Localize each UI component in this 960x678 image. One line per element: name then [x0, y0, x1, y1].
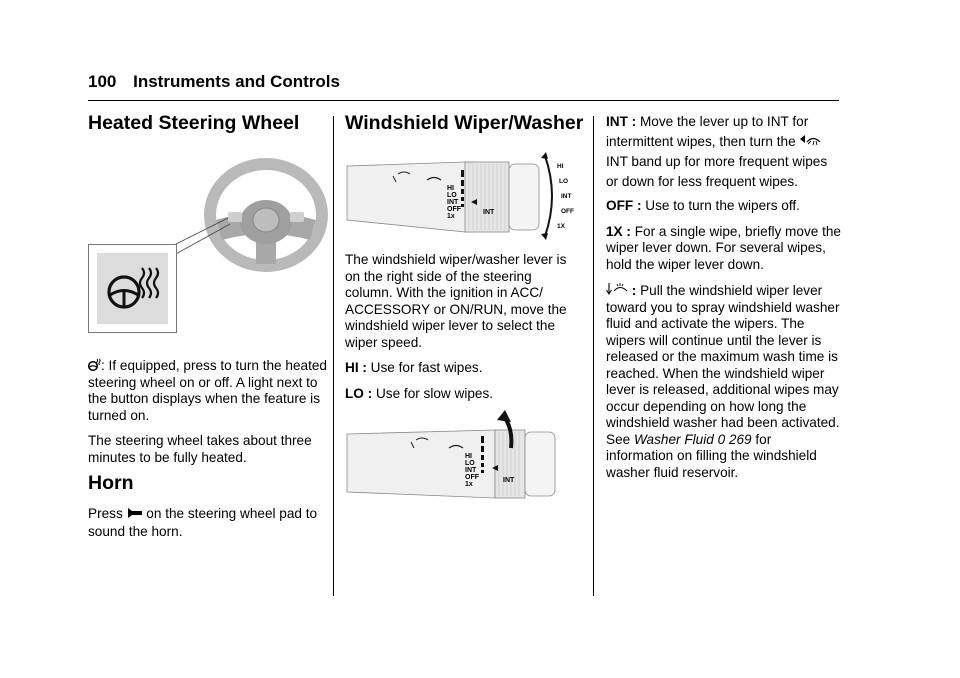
steering-wheel-illustration: [88, 150, 328, 335]
wiper-lever-illustration-2: [345, 408, 560, 500]
washer-fluid-page-ref: 0 269: [713, 431, 752, 447]
position-label-hi: HI: [557, 163, 564, 170]
horn-text-after: on the steering wheel pad to sound the horn.: [88, 506, 318, 539]
band-label-int: INT: [483, 209, 495, 216]
int-text-a: Move the lever up to INT for intermittent wipes, then turn the: [606, 114, 809, 149]
horn-heading: Horn: [88, 472, 134, 494]
wiper-heading: Windshield Wiper/Washer: [345, 112, 584, 134]
position-label-int: INT: [561, 193, 572, 200]
wiper-intro: The windshield wiper/washer lever is on the right side of the steering column. With the ignition in ACC/ ACCESSORY or ON/RUN, move the windshield wiper lever to select the wiper speed.: [345, 252, 567, 350]
onex-text: For a single wipe, briefly move the wiper lever down. For several wipes, hold the wiper lever down.: [606, 223, 841, 272]
position-label-off: OFF: [561, 208, 574, 215]
hi-text: Use for fast wipes.: [366, 360, 483, 375]
heated-wheel-heading: Heated Steering Wheel: [88, 112, 300, 134]
heated-wheel-time: The steering wheel takes about three minutes to be fully heated.: [88, 433, 312, 465]
lever-label-off: OFF: [447, 206, 461, 213]
column-divider-1: [333, 116, 334, 596]
lever2-label-off: OFF: [465, 474, 479, 481]
wash-label: :: [628, 283, 637, 298]
lever2-label-1x: 1x: [465, 481, 473, 488]
wiper-hi: [345, 360, 580, 377]
lever-label-hi: HI: [447, 185, 454, 192]
page-header: [88, 72, 340, 92]
wiper-text: [345, 252, 580, 411]
lever-label-lo: LO: [447, 192, 457, 199]
wash-text-b: for information on filling the windshield washer fluid reservoir.: [606, 431, 817, 480]
lever-label-1x: 1x: [447, 213, 455, 220]
page-number: 100: [88, 72, 117, 91]
washer-fluid-link[interactable]: Washer Fluid: [633, 431, 714, 447]
lever2-label-lo: LO: [465, 460, 475, 467]
wiper-lo: [345, 386, 580, 403]
onex-label: 1X :: [606, 223, 631, 239]
hi-label: HI :: [345, 360, 367, 375]
wiper-lever-illustration: [345, 150, 585, 240]
off-label: OFF :: [606, 198, 642, 213]
lever2-label-int: INT: [465, 467, 477, 474]
lo-label: LO :: [345, 385, 373, 401]
wash-text-a: Pull the windshield wiper lever toward you to spray windshield washer fluid and activate the wipers. The wipers will continue until the lever is released or the maximum wash time is reached. When the windshield wiper lever is released, additional wipes may occur depending on how long the windshield washer had been activated. See: [606, 283, 840, 447]
position-label-lo: LO: [559, 178, 569, 185]
washer-spray-icon: [606, 282, 628, 297]
intermittent-wiper-icon: [799, 133, 821, 148]
wiper-wash: [606, 282, 841, 481]
off-text: Use to turn the wipers off.: [641, 198, 800, 213]
heated-wheel-desc: : If equipped, press to turn the heated steering wheel on or off. A light next to the button displays when the feature is turned on.: [88, 358, 327, 423]
band2-label-int: INT: [503, 477, 515, 484]
horn-text: [88, 505, 328, 541]
wiper-continued-text: [606, 112, 841, 490]
heated-steering-wheel-icon: [88, 358, 101, 372]
wiper-off: [606, 198, 841, 215]
lo-text: Use for slow wipes.: [372, 385, 494, 401]
horn-text-before: Press: [88, 506, 127, 521]
int-label: INT :: [606, 114, 637, 129]
header-rule: [88, 100, 839, 101]
lever-label-int: INT: [447, 199, 459, 206]
column-divider-2: [593, 116, 594, 596]
section-title: Instruments and Controls: [133, 72, 340, 91]
wiper-1x: [606, 224, 841, 274]
lever2-label-hi: HI: [465, 453, 472, 460]
heated-wheel-text: [88, 358, 328, 475]
horn-icon: [127, 507, 143, 519]
position-label-1x: 1X: [557, 223, 565, 230]
int-text-b: INT band up for more frequent wipes or down for less frequent wipes.: [606, 154, 828, 189]
